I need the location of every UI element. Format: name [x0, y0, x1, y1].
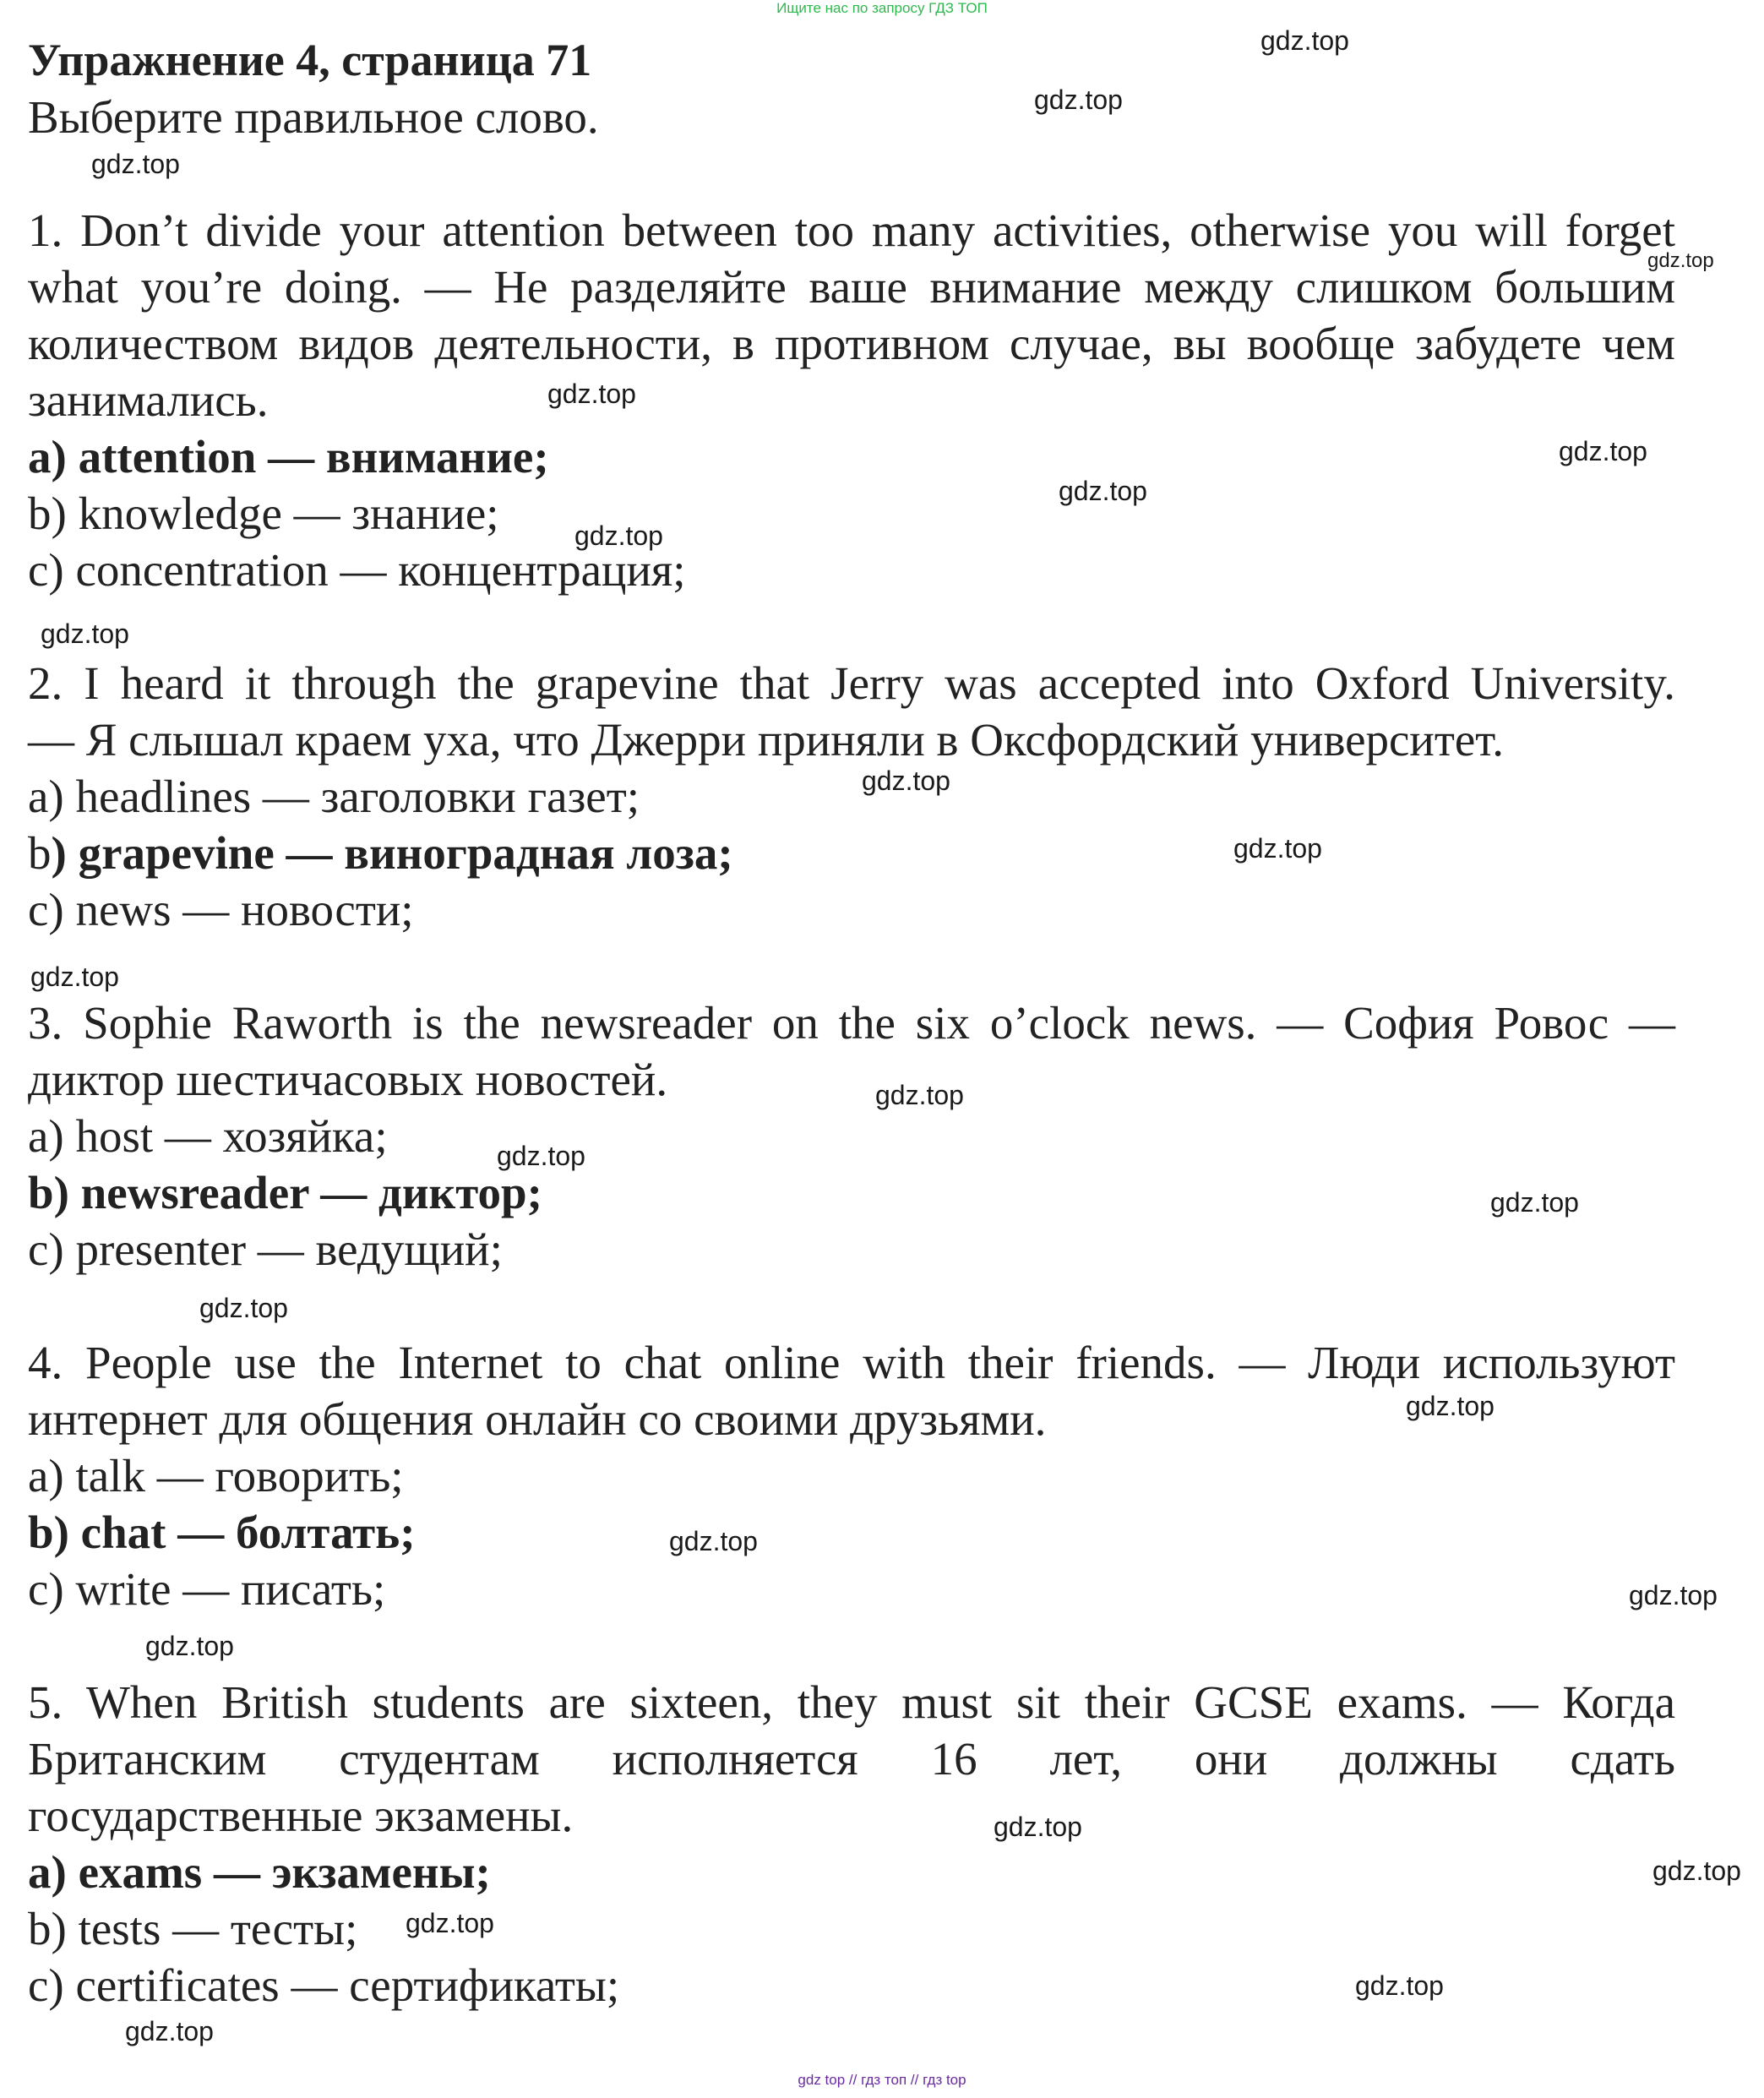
- watermark: gdz.top: [1059, 476, 1147, 506]
- watermark: gdz.top: [1355, 1970, 1444, 2001]
- top-banner-link[interactable]: Ищите нас по запросу ГДЗ ТОП: [776, 0, 988, 16]
- item-5-option-c: c) certificates — сертификаты;: [28, 1959, 620, 2011]
- item-5-text-line: государственные экзамены.: [28, 1790, 574, 1841]
- watermark: gdz.top: [1559, 436, 1647, 466]
- watermark: gdz.top: [41, 619, 129, 649]
- watermark: gdz.top: [125, 2016, 214, 2046]
- item-2-option-a: a) headlines — заголовки газет;: [28, 771, 640, 822]
- item-1-text-line: 1. Don’t divide your attention between too many activities, otherwise you will forget: [28, 204, 1675, 256]
- item-1-text-line: количеством видов деятельности, в противном случае, вы вообще забудете чем: [28, 318, 1675, 369]
- footer-links[interactable]: gdz top // гдз топ // гдз top: [798, 2072, 966, 2088]
- watermark: gdz.top: [145, 1631, 234, 1661]
- item-5-text-line: 5. When British students are sixteen, they must sit their GCSE exams. — Когда: [28, 1676, 1675, 1728]
- item-3-option-b-correct: b) newsreader — диктор;: [28, 1167, 542, 1218]
- item-3-option-c: c) presenter — ведущий;: [28, 1223, 503, 1275]
- watermark: gdz.top: [199, 1293, 288, 1323]
- watermark: gdz.top: [1233, 833, 1322, 864]
- page-title: Упражнение 4, страница 71: [28, 35, 592, 85]
- watermark: gdz.top: [91, 149, 180, 179]
- watermark: gdz.top: [497, 1141, 585, 1171]
- watermark: gdz.top: [30, 962, 119, 992]
- item-2-option-b-correct: [28, 826, 1675, 881]
- watermark: gdz.top: [1034, 84, 1123, 115]
- item-4-option-a: a) talk — говорить;: [28, 1450, 404, 1501]
- item-1-text-line: занимались.: [28, 374, 269, 426]
- watermark: gdz.top: [406, 1908, 494, 1938]
- item-1-option-b: b) knowledge — знание;: [28, 488, 499, 539]
- watermark: gdz.top: [1490, 1187, 1579, 1218]
- item-5-option-b: b) tests — тесты;: [28, 1903, 358, 1954]
- watermark: gdz.top: [994, 1812, 1082, 1842]
- item-3-text-line: 3. Sophie Raworth is the newsreader on the six o’clock news. — София Ровос —: [28, 997, 1675, 1049]
- item-2-text-line: 2. I heard it through the grapevine that Jerry was accepted into Oxford University.: [28, 657, 1675, 709]
- watermark: gdz.top: [875, 1080, 964, 1110]
- watermark: gdz.top: [862, 766, 950, 796]
- watermark: gdz.top: [574, 520, 663, 551]
- item-4-text-line: интернет для общения онлайн со своими друзьями.: [28, 1393, 1047, 1445]
- instruction: Выберите правильное слово.: [28, 91, 599, 143]
- item-5-option-a-correct: a) exams — экзамены;: [28, 1846, 491, 1898]
- watermark: gdz.top: [1260, 25, 1349, 56]
- item-3-text-line: диктор шестичасовых новостей.: [28, 1054, 668, 1105]
- item-4-text-line: 4. People use the Internet to chat online with their friends. — Люди используют: [28, 1337, 1675, 1388]
- watermark: gdz.top: [1406, 1391, 1494, 1421]
- item-1-option-a-correct: a) attention — внимание;: [28, 431, 549, 482]
- item-2-option-b-prefix: b: [28, 827, 52, 879]
- item-5-text-line: Британским студентам исполняется 16 лет, они должны сдать: [28, 1733, 1675, 1785]
- item-1-text-line: what you’re doing. — Не разделяйте ваше внимание между слишком большим: [28, 261, 1675, 313]
- watermark: gdz.top: [1629, 1580, 1718, 1610]
- item-3-option-a: a) host — хозяйка;: [28, 1110, 388, 1162]
- watermark: gdz.top: [669, 1526, 758, 1556]
- item-4-option-b-correct: b) chat — болтать;: [28, 1507, 416, 1558]
- item-2-text-line: — Я слышал краем уха, что Джерри приняли в Оксфордский университет.: [28, 714, 1504, 766]
- item-2-option-c: c) news — новости;: [28, 884, 414, 935]
- watermark: gdz.top: [547, 379, 636, 409]
- item-4-option-c: c) write — писать;: [28, 1563, 386, 1615]
- item-1-option-c: c) concentration — концентрация;: [28, 544, 686, 596]
- watermark: gdz.top: [1652, 1856, 1741, 1886]
- watermark: gdz.top: [1647, 249, 1714, 272]
- item-2-option-b-bold: ) grapevine — виноградная лоза;: [51, 827, 733, 879]
